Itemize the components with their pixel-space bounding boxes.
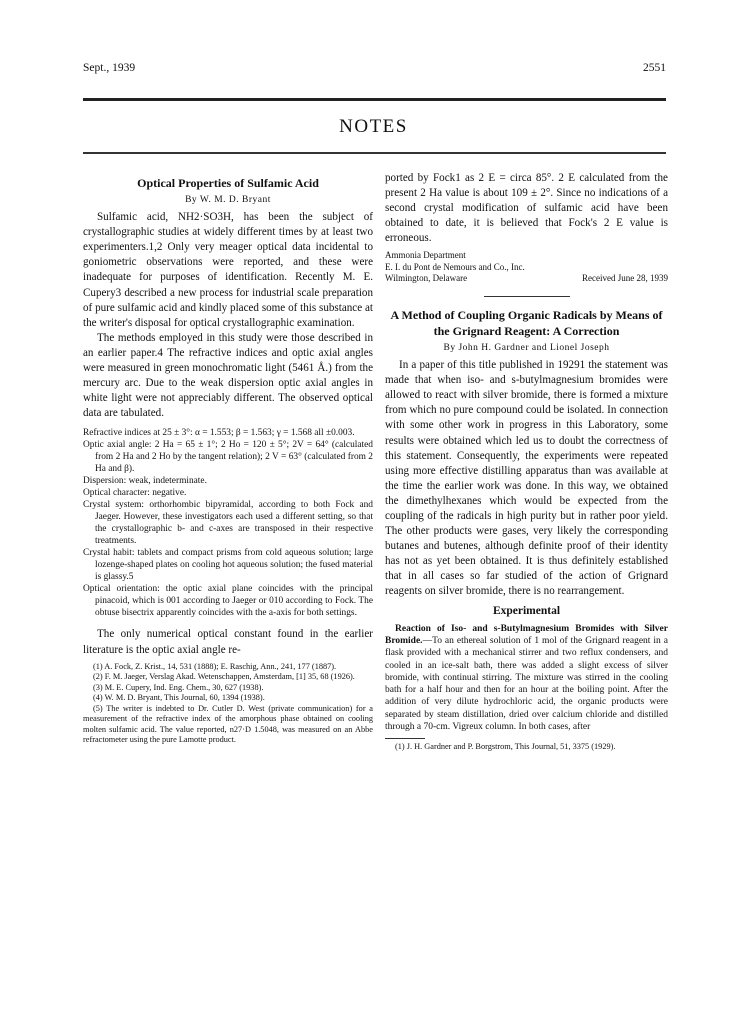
affiliation-city: Wilmington, Delaware <box>385 273 468 284</box>
page-number: 2551 <box>643 62 666 74</box>
optical-data-item: Crystal habit: tablets and compact prisms from cold aqueous solution; large lozenge-shaped plates on cooling hot aqueous solution; the fused material is glassy.5 <box>83 548 373 583</box>
article1-paragraph-2: The methods employed in this study were those described in an earlier paper.4 The refractive indices and optic axial angles were measured in green monochromatic light (5461 Å.) from the mercury arc. Due to the weak dispersion optic axial angles in white light were not appreciably different. The observed optical data are tabulated. <box>83 331 373 420</box>
article-divider <box>484 296 570 297</box>
footnote: (1) A. Fock, Z. Krist., 14, 531 (1888); E. Raschig, Ann., 241, 177 (1887). <box>93 661 337 671</box>
footnote: (3) M. E. Cupery, Ind. Eng. Chem., 30, 627 (1938). <box>93 682 264 692</box>
optical-data-item: Optic axial angle: 2 Ha = 65 ± 1°; 2 Ho = 120 ± 5°; 2V = 64° (calculated from 2 Ha and 2 Ho by the tangent relation); 2 V = 63° (calculated from 2 Ha and β). <box>83 440 373 475</box>
optical-data-item: Refractive indices at 25 ± 3°: α = 1.553; β = 1.563; γ = 1.568 all ±0.003. <box>83 428 355 439</box>
optical-data-item: Optical orientation: the optic axial plane coincides with the principal pinacoid, which is 001 according to Jaeger or 010 according to Fock. The obtuse bisectrix apparently coincides with the a-axis for both settings. <box>83 584 373 619</box>
footnote: (1) J. H. Gardner and P. Borgstrom, This Journal, 51, 3375 (1929). <box>395 742 616 752</box>
header-date: Sept., 1939 <box>83 62 136 74</box>
article1-continued: ported by Fock1 as 2 E = circa 85°. 2 E calculated from the present 2 Ha value is about 109 ± 2°. Since no indications of a second crystal modification of sulfamic acid have been obtained to date, it is believed that Fock's 2 E value is erroneous. <box>385 172 668 245</box>
footnote: (4) W. M. D. Bryant, This Journal, 60, 1394 (1938). <box>93 693 265 703</box>
section-title: NOTES <box>339 116 408 137</box>
article2-title: A Method of Coupling Organic Radicals by Means of the Grignard Reagent: A Correction <box>390 307 663 338</box>
article2-author: By John H. Gardner and Lionel Joseph <box>443 342 610 353</box>
footnote: (5) The writer is indebted to Dr. Cutler D. West (private communication) for a measurement of the refractive index of the amorphous phase obtained on cooling molten sulfamic acid. The value reported, n27·D 1.5048, was measured on an Abbe refractometer using the pure Lamotte product. <box>83 703 373 745</box>
article2-paragraph-1: In a paper of this title published in 19291 the statement was made that when iso- and s-butylmagnesium bromides were allowed to react with silver bromide, there is formed a mixture from which no pure compound could be isolated. In connection with some other work in progress in this Laboratory, some results were obtained which led us to doubt the correctness of this statement. Consequently, the experiments were repeated using more effective distilling apparatus than was available at the time the earlier work was done. In this way, we obtained the dimethylhexanes which would be expected from the coupling of the radicals in high purity but in rather poor yield. The other products were gases, very likely the corresponding butanes and butenes, although definite proof of their identity has not as yet been obtained. It is thus definitely established that in all cases so far studied of the action of Grignard reagents on silver bromide, there is no rearrangement. <box>385 359 668 598</box>
footnote-rule <box>385 738 425 739</box>
received-date: Received June 28, 1939 <box>582 273 668 284</box>
article2-footnote <box>385 742 668 753</box>
optical-data-list <box>83 427 373 619</box>
section-rule <box>83 152 666 154</box>
experimental-heading: Experimental <box>492 604 561 617</box>
article1-paragraph-1: Sulfamic acid, NH2·SO3H, has been the subject of crystallographic studies at widely different times by at least two experimenters.1,2 Only very meager optical data incidental to goniometric observations were reported, and these were inadequate for purposes of identification. Recently M. E. Cupery3 described a new process for industrial scale preparation of pure sulfamic acid and kindly placed some of this substance at the writer's disposal for optical crystallographic examination. <box>83 211 373 329</box>
article1-title: Optical Properties of Sulfamic Acid <box>137 176 319 190</box>
optical-data-item: Crystal system: orthorhombic bipyramidal, according to both Fock and Jaeger. However, these investigators each used a different setting, so that the crystallographic b- and c-axes are transposed in their respective treatments. <box>83 500 373 547</box>
left-column <box>83 171 373 746</box>
affiliation-company: E. I. du Pont de Nemours and Co., Inc. <box>385 261 525 272</box>
article1-author: By W. M. D. Bryant <box>185 195 271 205</box>
experimental-text: —To an ethereal solution of 1 mol of the Grignard reagent in a flask provided with a mechanical stirrer and two reflux condensers, and cooled in an ice-salt bath, there was added a slight excess of silver bromide, with continual stirring. The mixture was stirred in the cooling bath for a half hour and then for an hour at the boiling point. After the addition of very dilute hydrochloric acid, the organic products were separated by steam distillation, dried over calcium chloride and distilled through a 70-cm. Vigreux column. In both cases, after <box>385 635 668 733</box>
affiliation-dept: Ammonia Department <box>385 250 466 261</box>
header-rule <box>83 98 666 101</box>
right-column <box>385 171 668 753</box>
article1-paragraph-3: The only numerical optical constant found in the earlier literature is the optic axial angle re- <box>83 628 373 656</box>
affiliation-row <box>385 273 668 285</box>
article1-footnotes <box>83 662 373 746</box>
optical-data-item: Dispersion: weak, indeterminate. <box>83 476 207 487</box>
footnote: (2) F. M. Jaeger, Verslag Akad. Wetenschappen, Amsterdam, [1] 35, 68 (1926). <box>93 672 355 682</box>
experimental-paragraph <box>385 623 668 734</box>
optical-data-item: Optical character: negative. <box>83 488 187 499</box>
affiliation <box>385 250 668 285</box>
experimental-runin: Reaction of Iso- and s-Butylmagnesium Bromides with Silver Bromide. <box>385 623 668 646</box>
page-header <box>83 62 666 80</box>
